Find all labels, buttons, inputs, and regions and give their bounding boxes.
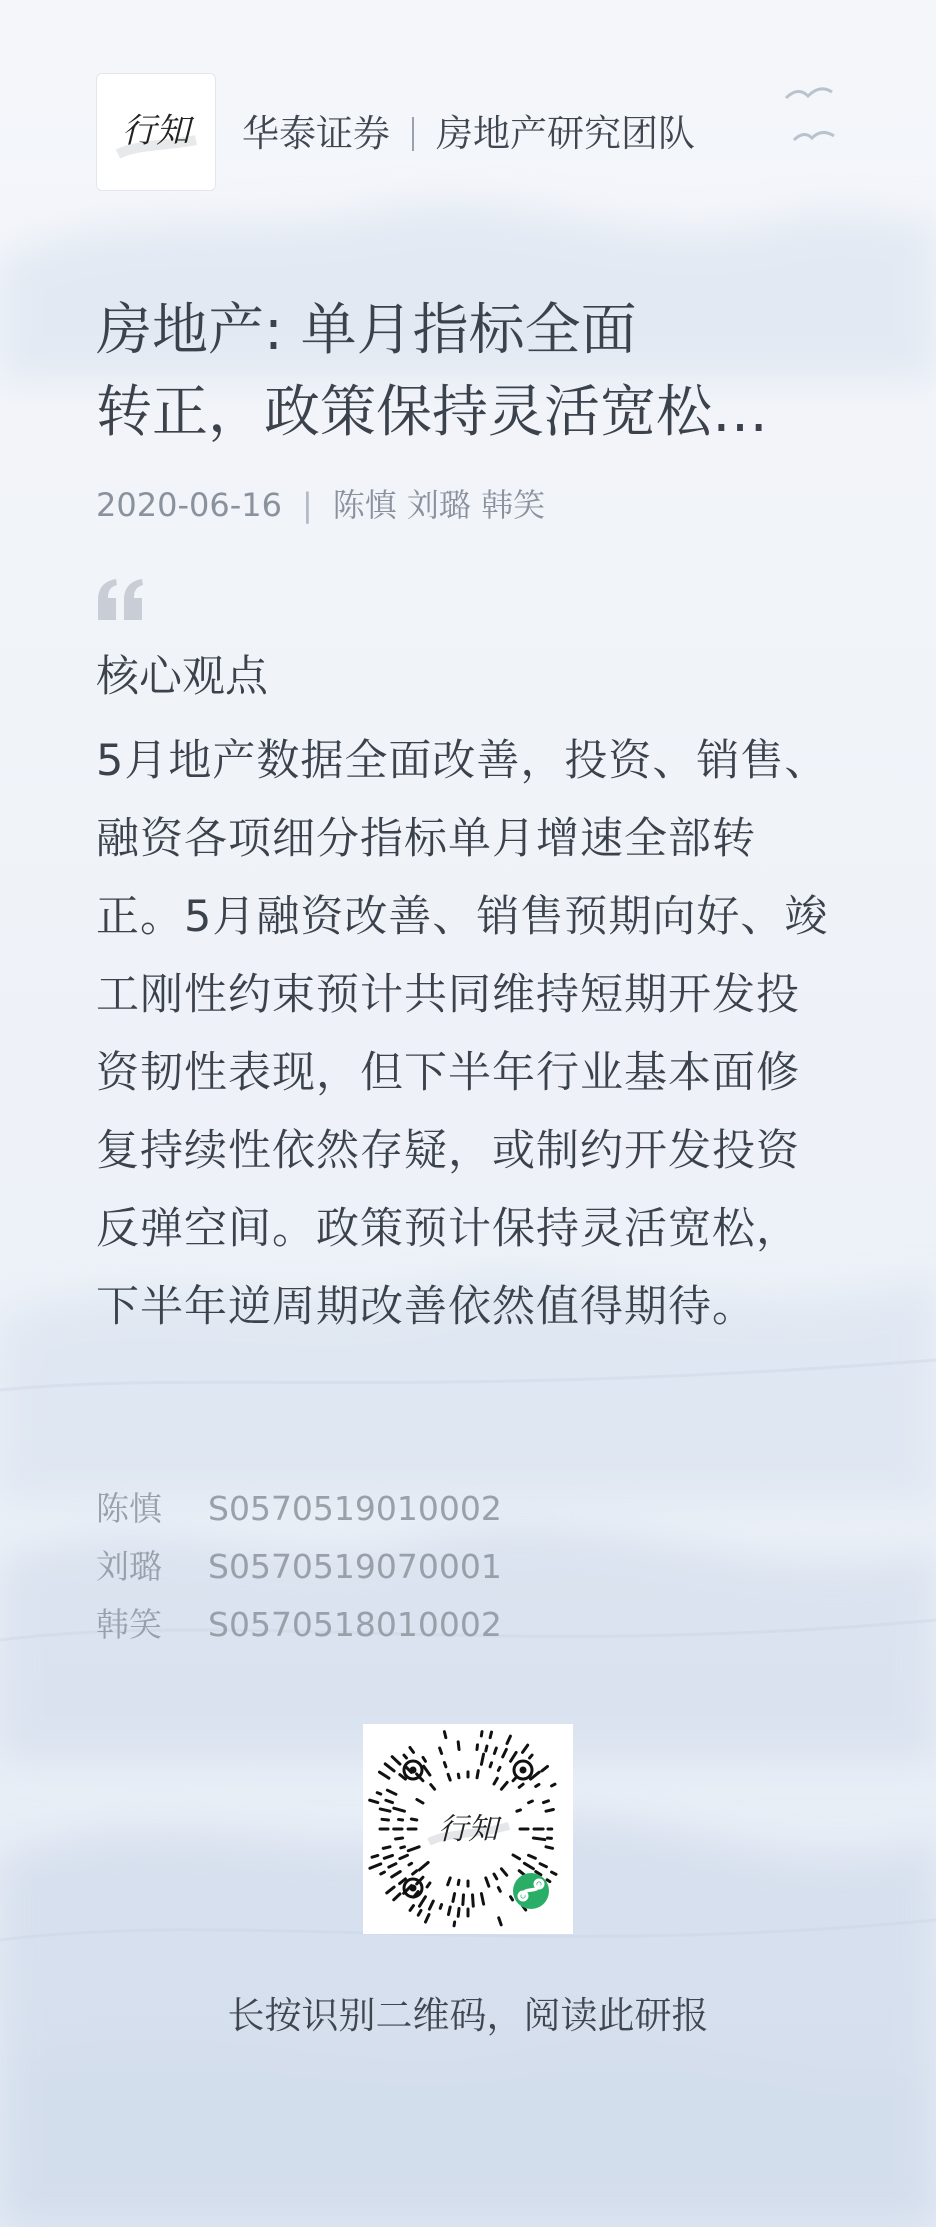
- qr-tick: [392, 1757, 400, 1764]
- qr-tick: [494, 1778, 497, 1784]
- qr-tick: [418, 1910, 421, 1915]
- qr-tick: [453, 1894, 455, 1902]
- qr-tick: [413, 1871, 417, 1874]
- qr-tick: [454, 1922, 455, 1926]
- logo-icon: [96, 73, 216, 191]
- qr-tick: [408, 1847, 419, 1851]
- article-authors: 陈慎 刘璐 韩笑: [332, 486, 546, 524]
- qr-tick: [540, 1864, 546, 1867]
- qr-tick: [473, 1895, 474, 1906]
- qr-tick: [370, 1800, 378, 1802]
- qr-tick: [529, 1855, 536, 1858]
- qr-tick: [513, 1778, 515, 1781]
- qr-tick: [429, 1901, 433, 1909]
- qr-tick: [501, 1782, 507, 1789]
- qr-tick: [511, 1752, 517, 1761]
- qr-tick: [448, 1878, 451, 1885]
- author-name: 韩笑: [96, 1605, 162, 1644]
- qr-tick: [380, 1809, 390, 1811]
- qr-tick: [477, 1771, 478, 1778]
- qr-tick: [517, 1810, 521, 1811]
- qr-tick: [546, 1847, 553, 1848]
- qr-tick: [386, 1800, 393, 1802]
- qr-tick: [486, 1746, 487, 1751]
- article-date: 2020-06-16: [96, 486, 282, 524]
- author-license: S0570519010002: [208, 1489, 502, 1528]
- qr-tick: [410, 1747, 414, 1752]
- qr-tick: [458, 1908, 459, 1916]
- author-row: [96, 1596, 502, 1654]
- qr-tick: [372, 1855, 378, 1857]
- qr-caption: 长按识别二维码，阅读此研报: [227, 1994, 709, 2037]
- qr-tick: [503, 1749, 507, 1757]
- divider: [412, 117, 414, 151]
- qr-tick: [494, 1874, 497, 1879]
- wechat-miniprogram-icon: [513, 1873, 549, 1909]
- qr-tick: [426, 1915, 429, 1923]
- qr-tick: [370, 1864, 381, 1868]
- qr-tick: [494, 1748, 496, 1753]
- core-viewpoint-text: 5月地产数据全面改善，投资、销售、融资各项细分指标单月增速全部转正。5月融资改善、销售预期向好、竣工刚性约束预计共同维持短期开发投资韧性表现，但下半年行业基本面修复持续性依然存疑，或制约开发投资反弹空间。政策预计保持灵活宽松，下半年逆周期改善依然值得期待。: [96, 736, 829, 1332]
- qr-tick: [490, 1732, 491, 1738]
- qr-tick: [463, 1895, 464, 1905]
- qr-tick: [417, 1799, 423, 1803]
- qr-tick: [400, 1855, 408, 1858]
- author-row: [96, 1538, 502, 1596]
- qr-tick: [486, 1878, 489, 1886]
- team-name: 房地产研究团队: [436, 112, 695, 155]
- qr-tick: [384, 1855, 392, 1858]
- qr-tick: [519, 1871, 524, 1875]
- qr-tick: [546, 1810, 553, 1812]
- svg-text:行知: 行知: [122, 111, 190, 151]
- qr-tick: [419, 1862, 428, 1870]
- qr-tick: [448, 1774, 450, 1780]
- qr-tick: [394, 1808, 405, 1811]
- qr-tick: [385, 1764, 394, 1771]
- qr-tick: [498, 1888, 500, 1892]
- qr-tick: [529, 1801, 533, 1803]
- qr-tick: [440, 1748, 442, 1754]
- qr-tick: [507, 1736, 510, 1743]
- core-viewpoint-label: 核心观点: [96, 652, 268, 702]
- authors-list: [96, 1480, 502, 1654]
- qr-tick: [498, 1767, 500, 1770]
- author-row: [96, 1480, 502, 1538]
- qr-tick: [547, 1880, 550, 1882]
- qr-tick: [448, 1907, 450, 1915]
- qr-tick: [477, 1745, 478, 1750]
- qr-tick: [490, 1763, 491, 1767]
- qr-tick: [401, 1847, 405, 1848]
- qr-tick: [431, 1785, 435, 1790]
- qr-tick: [499, 1918, 501, 1925]
- qr-tick: [387, 1790, 396, 1794]
- org-name: 华泰证券: [242, 112, 390, 155]
- qr-tick: [533, 1838, 544, 1840]
- author-name: 陈慎: [96, 1489, 162, 1528]
- qr-tick: [513, 1855, 520, 1859]
- qr-tick: [440, 1905, 441, 1909]
- qr-tick: [387, 1887, 394, 1893]
- qr-tick: [511, 1897, 513, 1900]
- qr-tick: [420, 1897, 426, 1906]
- meta-separator: |: [301, 486, 313, 524]
- qr-tick: [382, 1819, 388, 1820]
- qr-tick: [379, 1772, 389, 1778]
- qr-tick: [383, 1847, 390, 1849]
- article-meta: [96, 480, 545, 526]
- article-title: [96, 290, 816, 454]
- qr-tick: [423, 1757, 425, 1761]
- author-license: S0570519070001: [208, 1547, 502, 1586]
- qr-tick: [544, 1801, 549, 1803]
- qr-tick: [427, 1883, 430, 1887]
- qr-tick: [409, 1863, 412, 1865]
- qr-tick: [404, 1755, 406, 1758]
- birds-icon: [780, 78, 850, 158]
- qr-tick: [524, 1863, 533, 1868]
- qr-tick: [458, 1742, 459, 1750]
- author-license: S0570518010002: [208, 1605, 502, 1644]
- qr-tick: [444, 1732, 445, 1738]
- qr-tick: [536, 1784, 539, 1786]
- title-line: 转正，政策保持灵活宽松…: [96, 380, 768, 445]
- qr-tick: [458, 1774, 459, 1778]
- qr-tick: [392, 1872, 401, 1877]
- qr-tick: [519, 1784, 523, 1787]
- qr-tick: [444, 1763, 446, 1767]
- qr-tick: [410, 1906, 413, 1911]
- qr-tick: [399, 1819, 403, 1820]
- author-name: 刘璐: [96, 1547, 162, 1586]
- qr-tick: [481, 1732, 482, 1736]
- qr-tick: [381, 1872, 385, 1874]
- qr-center-logo: 行知: [438, 1812, 498, 1847]
- qr-code-icon[interactable]: [363, 1724, 573, 1934]
- qr-tick: [394, 1894, 400, 1900]
- qr-tick: [530, 1755, 533, 1758]
- qr-tick: [396, 1838, 403, 1839]
- qr-tick: [458, 1880, 459, 1884]
- qr-tick: [501, 1869, 506, 1875]
- qr-tick: [523, 1745, 528, 1752]
- header-brand: [242, 108, 695, 160]
- qr-tick: [389, 1864, 396, 1867]
- qr-tick: [481, 1754, 483, 1764]
- qr-tick: [411, 1819, 416, 1820]
- qr-tick: [424, 1766, 430, 1775]
- qr-tick: [377, 1793, 381, 1794]
- qr-tick: [552, 1872, 556, 1874]
- qr-tick: [552, 1784, 555, 1786]
- qr-tick: [481, 1894, 483, 1905]
- qr-tick: [542, 1766, 548, 1770]
- title-line: 房地产: 单月指标全面: [96, 298, 637, 363]
- quote-icon: [96, 578, 146, 622]
